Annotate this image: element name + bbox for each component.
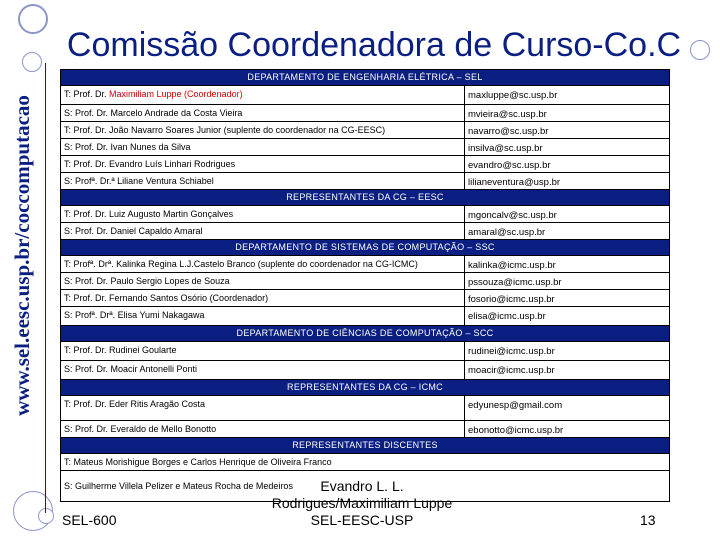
section-header-text: DEPARTAMENTO DE SISTEMAS DE COMPUTAÇÃO – SSC (235, 242, 495, 252)
member-email: mgoncalv@sc.usp.br (468, 210, 557, 221)
section-header-text: REPRESENTANTES DA CG – EESC (286, 192, 444, 202)
section-header (61, 189, 669, 205)
member-name: T: Mateus Morishigue Borges e Carlos Henrique de Oliveira Franco (64, 457, 332, 467)
member-name: T: Profª. Drª. Kalinka Regina L.J.Castelo Branco (suplente do coordenador na CG-ICMC) (61, 256, 465, 272)
table-row (61, 306, 669, 325)
table-row (61, 453, 669, 470)
table-row (61, 205, 669, 222)
member-name: T: Prof. Dr. Eder Ritis Aragão Costa (61, 396, 465, 420)
member-name: S: Profª. Dr.ª Liliane Ventura Schiabel (61, 173, 465, 189)
member-email: kalinka@icmc.usp.br (468, 260, 556, 271)
member-name: S: Profª. Drª. Elisa Yumi Nakagawa (61, 307, 465, 325)
member-email: ebonotto@icmc.usp.br (468, 425, 564, 436)
table-row (61, 360, 669, 379)
member-name: S: Prof. Dr. Daniel Capaldo Amaral (61, 223, 465, 239)
member-name: T: Prof. Dr. Fernando Santos Osório (Coordenador) (61, 290, 465, 306)
member-name: T: Prof. Dr. Rudinei Goularte (61, 342, 465, 360)
member-name: T: Prof. Dr. João Navarro Soares Junior (suplente do coordenador na CG-EESC) (61, 122, 465, 138)
member-name (61, 86, 465, 104)
member-email: evandro@sc.usp.br (468, 160, 551, 171)
table-row (61, 172, 669, 189)
member-name: T: Prof. Dr. Luiz Augusto Martin Gonçalves (61, 206, 465, 222)
member-name: S: Prof. Dr. Moacir Antonelli Ponti (61, 361, 465, 379)
section-header (61, 325, 669, 341)
page-number: 13 (640, 512, 656, 528)
member-name: S: Guilherme Villela Pelizer e Mateus Rocha de Medeiros (64, 481, 293, 491)
member-email: fosorio@icmc.usp.br (468, 294, 555, 305)
table-row (61, 104, 669, 121)
section-header (61, 239, 669, 255)
member-email: lilianeventura@usp.br (468, 177, 561, 188)
table-row (61, 255, 669, 272)
section-header (61, 379, 669, 395)
table-row (61, 272, 669, 289)
member-email: edyunesp@gmail.com (468, 400, 563, 411)
member-name: T: Prof. Dr. Evandro Luís Linhari Rodrigues (61, 156, 465, 172)
table-row (61, 395, 669, 420)
member-email: pssouza@icmc.usp.br (468, 277, 562, 288)
member-prefix: T: Prof. Dr. (64, 89, 110, 99)
section-header-text: REPRESENTANTES DISCENTES (292, 440, 438, 450)
section-header (61, 70, 669, 85)
member-email: mvieira@sc.usp.br (468, 109, 547, 120)
member-name: S: Prof. Dr. Marcelo Andrade da Costa Vieira (61, 105, 465, 121)
decorative-circle (38, 508, 54, 524)
section-header-text: DEPARTAMENTO DE ENGENHARIA ELÉTRICA – SEL (247, 72, 483, 82)
member-email: moacir@icmc.usp.br (468, 365, 555, 376)
member-name: S: Prof. Dr. Everaldo de Mello Bonotto (61, 421, 465, 437)
table-row (61, 222, 669, 239)
member-email: maxluppe@sc.usp.br (468, 90, 558, 101)
footer-institution: SEL-EESC-USP (310, 512, 414, 528)
page-title: Comissão Coordenadora de Curso-Co.C (66, 26, 682, 64)
member-email: insilva@sc.usp.br (468, 143, 543, 154)
footer-authors (252, 478, 472, 529)
section-header-text: REPRESENTANTES DA CG – ICMC (287, 382, 443, 392)
table-row (61, 85, 669, 104)
vertical-divider (45, 63, 46, 513)
section-header-text: DEPARTAMENTO DE CIÊNCIAS DE COMPUTAÇÃO – SCC (236, 328, 494, 338)
member-name: S: Prof. Dr. Paulo Sergio Lopes de Souza (61, 273, 465, 289)
committee-table (60, 69, 670, 502)
table-row (61, 341, 669, 360)
footer-author-line: Rodrigues/Maximiliam Luppe (271, 495, 453, 511)
table-row (61, 121, 669, 138)
table-row (61, 289, 669, 306)
member-email: elisa@icmc.usp.br (468, 311, 546, 322)
table-row (61, 155, 669, 172)
sidebar-url-container (2, 18, 42, 493)
member-name: S: Prof. Dr. Ivan Nunes da Silva (61, 139, 465, 155)
member-email: navarro@sc.usp.br (468, 126, 549, 137)
coordinator-name: Maximiliam Luppe (Coordenador) (109, 89, 243, 99)
member-email: rudinei@icmc.usp.br (468, 346, 555, 357)
footer-author-line: Evandro L. L. (320, 478, 404, 494)
table-row (61, 138, 669, 155)
sidebar-url: www.sel.eesc.usp.br/coccomputacao (9, 95, 34, 416)
footer-course-code: SEL-600 (62, 512, 117, 528)
table-row (61, 420, 669, 437)
section-header (61, 437, 669, 453)
member-email: amaral@sc.usp.br (468, 227, 546, 238)
